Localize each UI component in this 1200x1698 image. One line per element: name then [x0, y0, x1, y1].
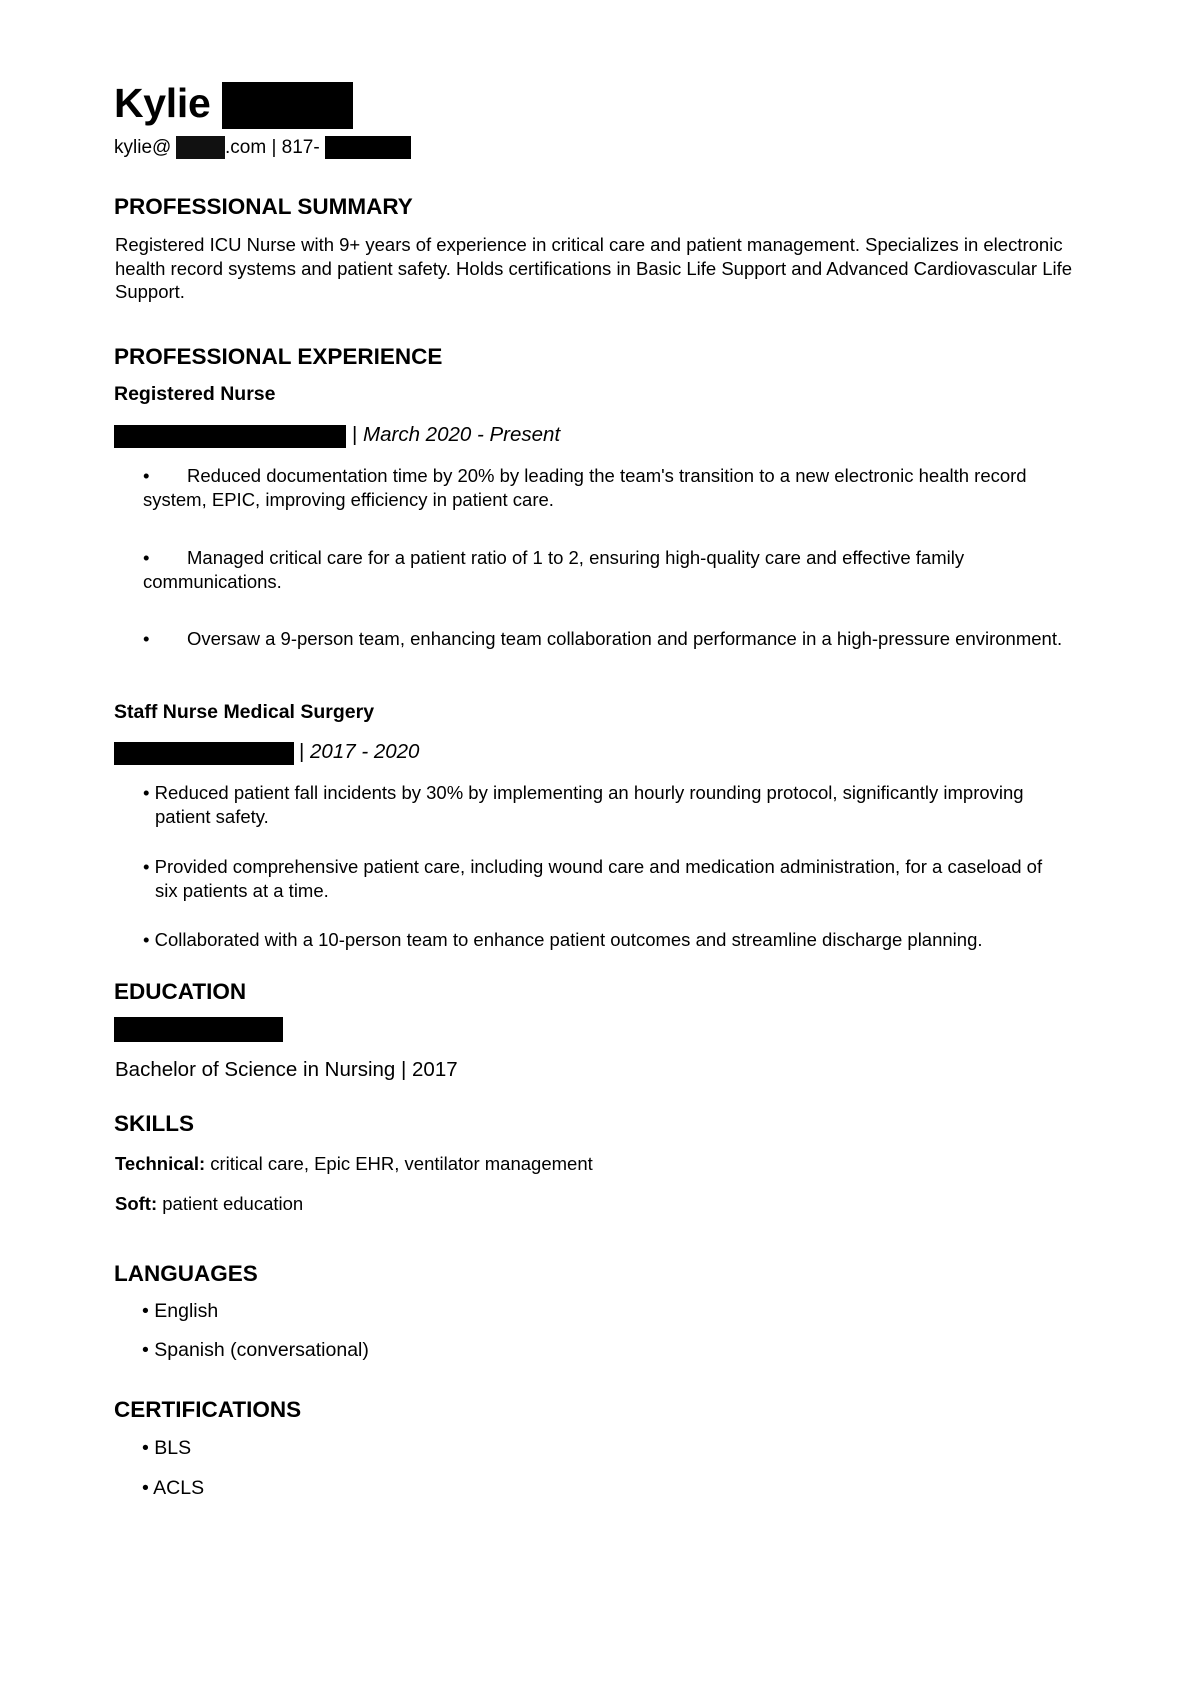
summary-text: Registered ICU Nurse with 9+ years of experience in critical care and patient management. Specializes in electronic health record systems and patient safety. Holds certifications in Basic Life Support and Advanced Cardiovascular Life Support. — [115, 234, 1073, 302]
bullet-text: Reduced patient fall incidents by 30% by implementing an hourly rounding protocol, significantly improving patient safety. — [154, 782, 1024, 827]
job-meta-1 — [352, 423, 560, 447]
bullet-text: Collaborated with a 10-person team to enhance patient outcomes and streamline discharge planning. — [154, 929, 983, 950]
job-1-bullet — [143, 627, 1063, 651]
redacted-email-domain — [176, 136, 225, 159]
bullet-text: Provided comprehensive patient care, including wound care and medication administration, for a caseload of six patients at a time. — [154, 856, 1043, 901]
job-title-2: Staff Nurse Medical Surgery — [114, 701, 375, 723]
bullet-dot: • — [143, 929, 150, 950]
job-separator-2: | — [299, 740, 311, 763]
section-title-experience: PROFESSIONAL EXPERIENCE — [114, 344, 443, 369]
skills-technical-value: critical care, Epic EHR, ventilator management — [205, 1153, 593, 1174]
job-separator-1: | — [352, 423, 364, 446]
job-title-1: Registered Nurse — [114, 383, 276, 405]
job-2-bullet — [143, 928, 1115, 952]
bullet-dot: • — [143, 856, 150, 877]
contact-email-prefix: kylie@ — [114, 137, 172, 158]
job-dates-1: March 2020 - Present — [363, 423, 561, 446]
bullet-dot: • — [143, 547, 150, 568]
bullet-text: Managed critical care for a patient ratio of 1 to 2, ensuring high-quality care and effective family communications. — [143, 547, 965, 592]
bullet-dot: • — [143, 628, 150, 649]
skills-soft-value: patient education — [157, 1193, 304, 1214]
certification-item: • ACLS — [142, 1477, 205, 1499]
redacted-phone-number — [325, 136, 411, 159]
skills-soft-label: Soft: — [115, 1193, 158, 1214]
job-2-bullet — [143, 781, 1055, 828]
redacted-last-name — [222, 82, 353, 129]
candidate-first-name: Kylie — [114, 80, 211, 126]
skills-technical-label: Technical: — [115, 1153, 206, 1174]
certification-item: • BLS — [142, 1437, 192, 1459]
contact-email-suffix-phone-prefix: .com | 817- — [225, 137, 320, 158]
section-title-certifications: CERTIFICATIONS — [114, 1397, 302, 1422]
section-title-summary: PROFESSIONAL SUMMARY — [114, 194, 413, 219]
job-meta-2 — [299, 740, 419, 764]
job-1-bullet — [143, 546, 1063, 593]
skills-soft — [115, 1193, 303, 1215]
job-dates-2: 2017 - 2020 — [310, 740, 420, 763]
bullet-dot: • — [143, 465, 150, 486]
section-title-languages: LANGUAGES — [114, 1261, 258, 1286]
redacted-employer-2 — [114, 742, 294, 765]
redacted-employer-1 — [114, 425, 346, 448]
bullet-dot: • — [143, 782, 150, 803]
language-item: • Spanish (conversational) — [142, 1339, 369, 1361]
bullet-text: Reduced documentation time by 20% by leading the team's transition to a new electronic health record system, EPIC, improving efficiency in patient care. — [143, 465, 1027, 510]
section-title-skills: SKILLS — [114, 1111, 195, 1136]
section-title-education: EDUCATION — [114, 979, 247, 1004]
redacted-school-name — [114, 1017, 283, 1042]
education-degree: Bachelor of Science in Nursing | 2017 — [115, 1058, 458, 1081]
language-item: • English — [142, 1300, 219, 1322]
job-2-bullet — [143, 855, 1055, 902]
job-1-bullet — [143, 464, 1063, 511]
skills-technical — [115, 1153, 593, 1175]
bullet-text: Oversaw a 9-person team, enhancing team collaboration and performance in a high-pressure environment. — [187, 628, 1063, 649]
